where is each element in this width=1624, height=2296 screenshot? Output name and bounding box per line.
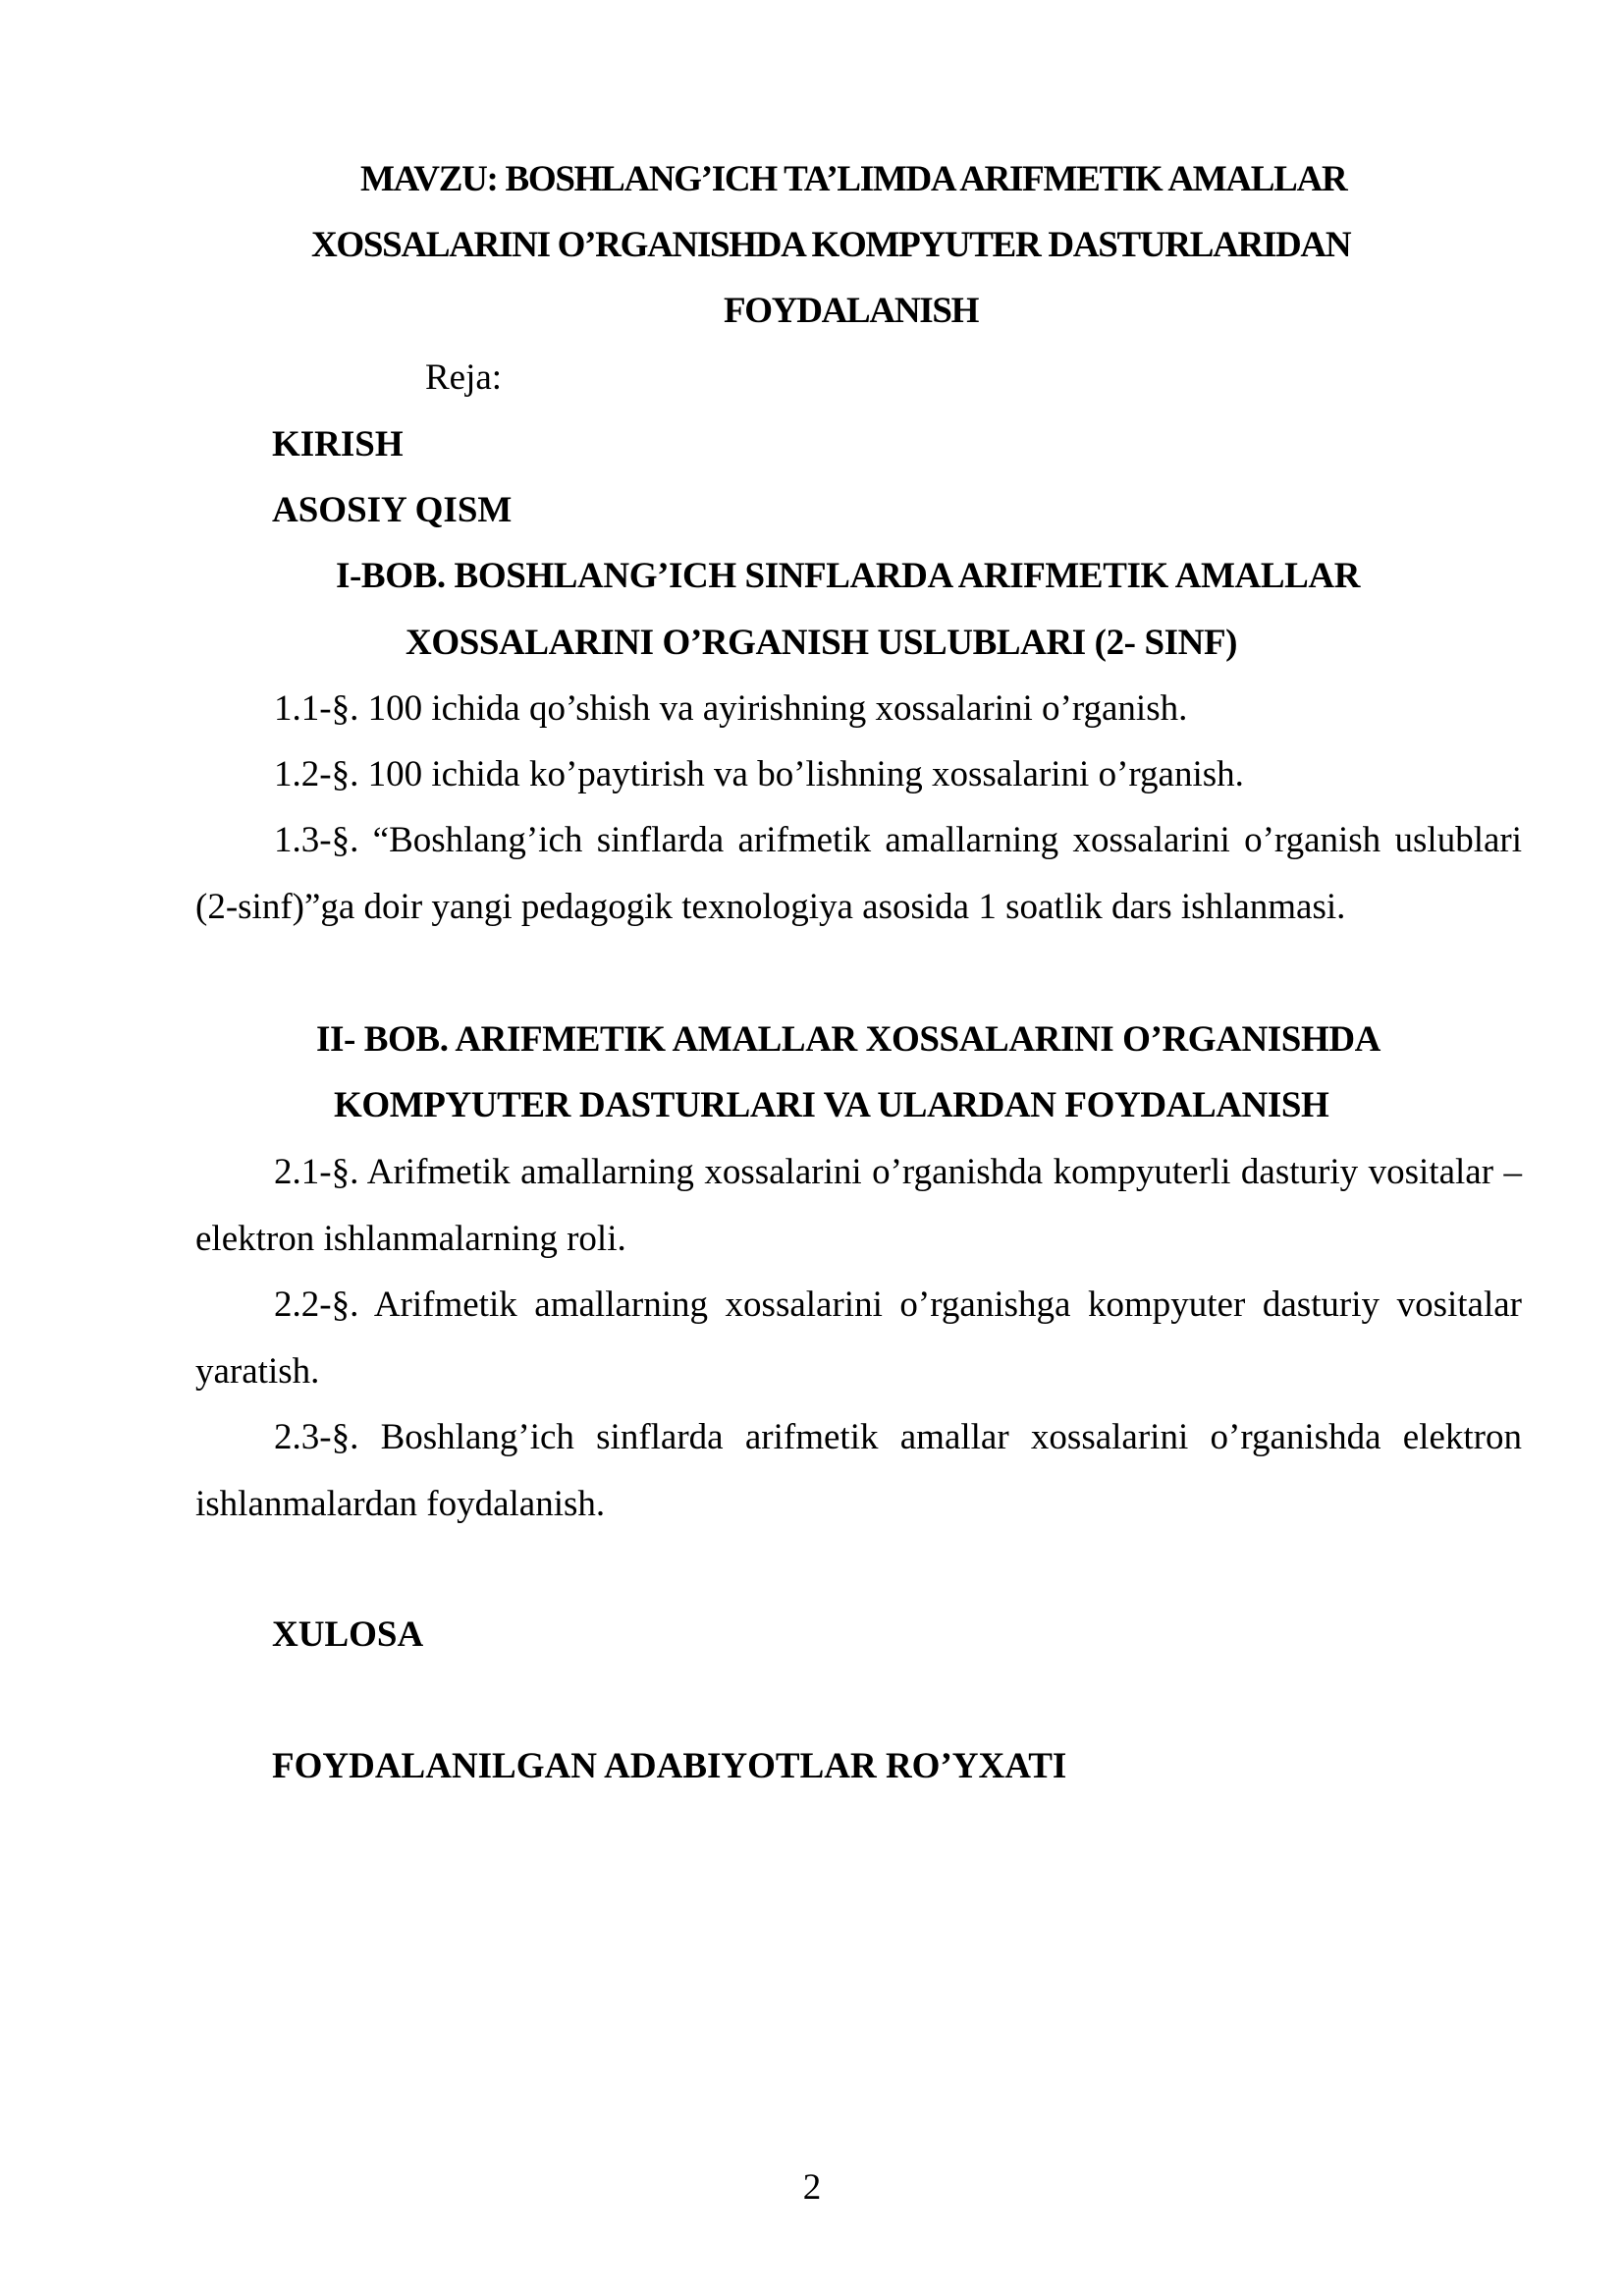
section-2-1: 2.1-§. Arifmetik amallarning xossalarini o’rganishda kompyuterli dasturiy vositalar – elektron ishlanmalarning roli.: [195, 1152, 1522, 1259]
main-part-heading: ASOSIY QISM: [272, 490, 513, 530]
plan-label: Reja:: [425, 357, 503, 398]
section-2-2: 2.2-§. Arifmetik amallarning xossalarini o’rganishga kompyuter dasturiy vositalar yaratish.: [195, 1285, 1522, 1392]
title-line-2: XOSSALARINI O’RGANISHDA KOMPYUTER DASTURLARIDAN: [311, 225, 1351, 265]
title-line-1: MAVZU: BOSHLANG’ICH TA’LIMDA ARIFMETIK AMALLAR: [360, 159, 1347, 199]
chapter-2-title-line-1: II- BOB. ARIFMETIK AMALLAR XOSSALARINI O’RGANISHDA: [316, 1019, 1380, 1060]
section-1-3: 1.3-§. “Boshlang’ich sinflarda arifmetik amallarning xossalarini o’rganish uslublari (2-sinf)”ga doir yangi pedagogik texnologiya asosida 1 soatlik dars ishlanmasi.: [195, 820, 1522, 927]
chapter-2-title-line-2: KOMPYUTER DASTURLARI VA ULARDAN FOYDALANISH: [334, 1085, 1329, 1125]
references-heading: FOYDALANILGAN ADABIYOTLAR RO’YXATI: [272, 1746, 1067, 1786]
section-1-2: 1.2-§. 100 ichida ko’paytirish va bo’lishning xossalarini o’rganish.: [274, 754, 1244, 794]
section-2-3: 2.3-§. Boshlang’ich sinflarda arifmetik amallar xossalarini o’rganishda elektron ishlanmalardan foydalanish.: [195, 1417, 1522, 1524]
section-1-1: 1.1-§. 100 ichida qo’shish va ayirishning xossalarini o’rganish.: [274, 688, 1188, 729]
chapter-1-title-line-1: I-BOB. BOSHLANG’ICH SINFLARDA ARIFMETIK AMALLAR: [336, 556, 1361, 596]
title-line-3: FOYDALANISH: [724, 291, 979, 331]
conclusion-heading: XULOSA: [272, 1614, 424, 1655]
page-number: 2: [802, 2167, 822, 2208]
intro-heading: KIRISH: [272, 424, 404, 465]
chapter-1-title-line-2: XOSSALARINI O’RGANISH USLUBLARI (2- SINF): [406, 623, 1238, 663]
